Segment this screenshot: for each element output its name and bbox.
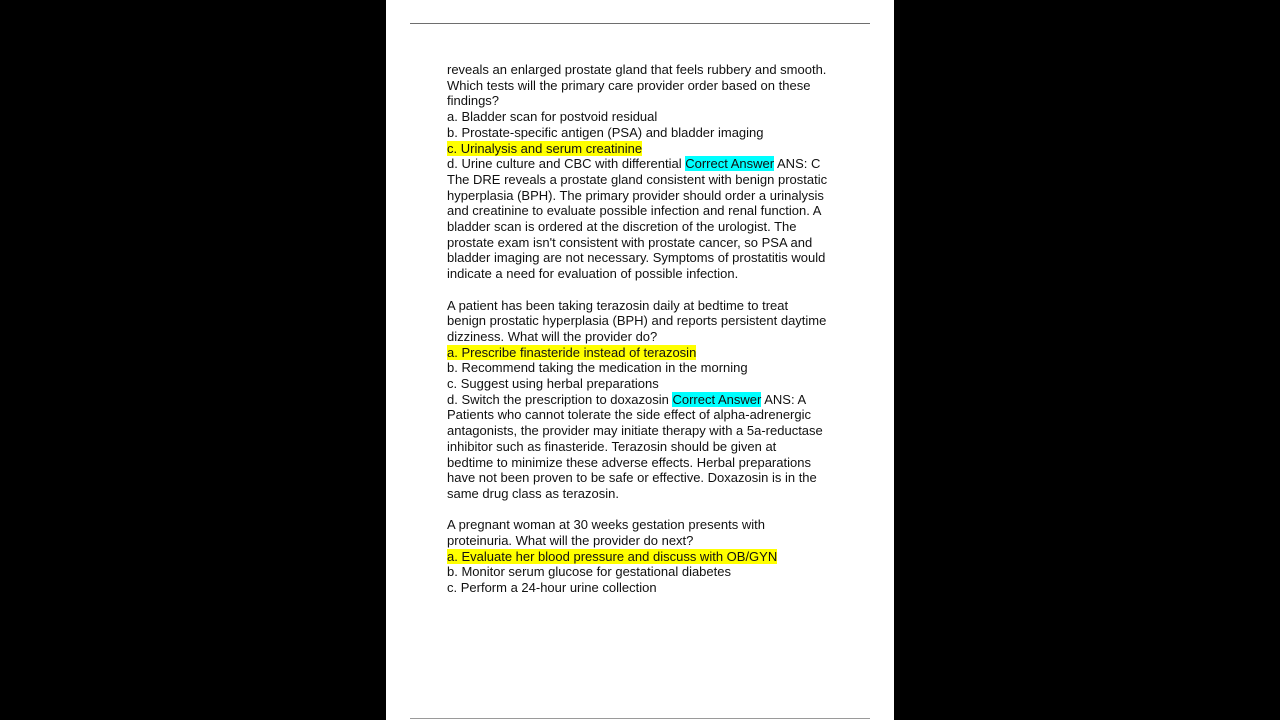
spacer (447, 282, 857, 298)
option-a-correct (447, 345, 857, 361)
page-content (447, 62, 857, 596)
option-c: c. Perform a 24-hour urine collection (447, 580, 657, 596)
question-stem-line: Which tests will the primary care provider order based on these (447, 77, 811, 93)
rationale-line: prostate exam isn't consistent with prostate cancer, so PSA and (447, 234, 813, 250)
option-b: b. Recommend taking the medication in the morning (447, 360, 748, 376)
question-stem-line: A pregnant woman at 30 weeks gestation presents with (447, 517, 765, 533)
rationale-line: bladder imaging are not necessary. Symptoms of prostatitis would (447, 250, 826, 266)
answer-key: ANS: C (777, 156, 821, 172)
answer-highlight: a. Evaluate her blood pressure and discuss with OB/GYN (447, 548, 778, 564)
answer-key: ANS: A (764, 391, 807, 407)
rationale-line: have not been proven to be safe or effective. Doxazosin is in the (447, 470, 817, 486)
rationale-line: bedtime to minimize these adverse effects. Herbal preparations (447, 454, 811, 470)
question-stem-line: reveals an enlarged prostate gland that feels rubbery and smooth. (447, 62, 827, 77)
option-d (447, 156, 857, 172)
question-2 (447, 298, 857, 502)
footer-rule (410, 718, 870, 719)
question-stem-line: dizziness. What will the provider do? (447, 328, 658, 344)
rationale-line: antagonists, the provider may initiate therapy with a 5a-reductase (447, 423, 823, 439)
option-a-correct (447, 549, 857, 565)
option-b: b. Prostate-specific antigen (PSA) and bladder imaging (447, 124, 764, 140)
question-stem-line: proteinuria. What will the provider do next? (447, 533, 694, 549)
option-d-text: d. Urine culture and CBC with differential (447, 156, 682, 172)
rationale-line: Patients who cannot tolerate the side effect of alpha-adrenergic (447, 407, 811, 423)
header-rule (410, 23, 870, 24)
correct-answer-label: Correct Answer (685, 156, 775, 172)
answer-highlight: a. Prescribe finasteride instead of terazosin (447, 344, 697, 360)
option-b: b. Monitor serum glucose for gestational diabetes (447, 564, 731, 580)
option-a: a. Bladder scan for postvoid residual (447, 109, 658, 125)
question-1 (447, 62, 857, 282)
rationale-line: inhibitor such as finasteride. Terazosin should be given at (447, 438, 777, 454)
rationale-line: same drug class as terazosin. (447, 485, 619, 501)
rationale-line: and creatinine to evaluate possible infection and renal function. A (447, 203, 822, 219)
spacer (447, 502, 857, 518)
answer-highlight: c. Urinalysis and serum creatinine (447, 140, 643, 156)
correct-answer-label: Correct Answer (672, 391, 762, 407)
document-page (386, 0, 894, 720)
rationale-line: The DRE reveals a prostate gland consistent with benign prostatic (447, 171, 828, 187)
question-stem-line: A patient has been taking terazosin daily at bedtime to treat (447, 297, 789, 313)
option-d-text: d. Switch the prescription to doxazosin (447, 391, 669, 407)
rationale-line: hyperplasia (BPH). The primary provider should order a urinalysis (447, 187, 824, 203)
rationale-line: indicate a need for evaluation of possible infection. (447, 266, 739, 282)
rationale-line: bladder scan is ordered at the discretion of the urologist. The (447, 219, 797, 235)
option-c-correct (447, 141, 857, 157)
question-3 (447, 517, 857, 596)
question-stem-line: benign prostatic hyperplasia (BPH) and reports persistent daytime (447, 313, 827, 329)
option-c: c. Suggest using herbal preparations (447, 376, 659, 392)
question-stem-line: findings? (447, 93, 500, 109)
option-d (447, 392, 857, 408)
